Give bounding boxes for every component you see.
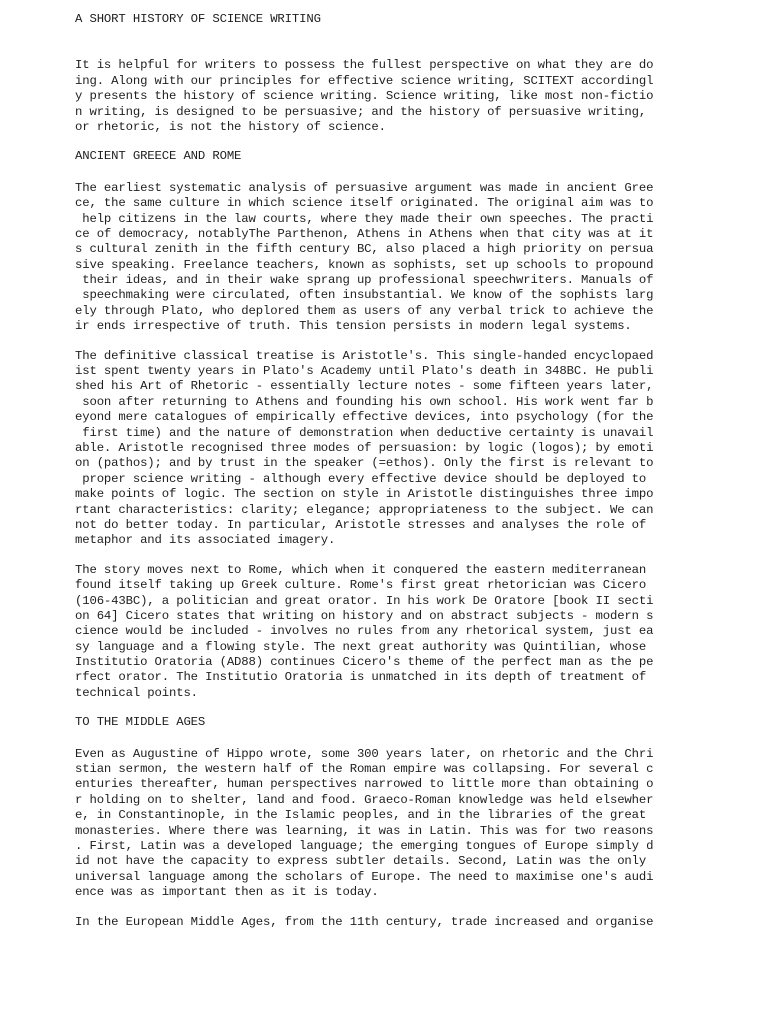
document-title: A SHORT HISTORY OF SCIENCE WRITING [75,12,321,26]
text-line: ist spent twenty years in Plato's Academy until Plato's death in 348BC. He publi [75,364,654,379]
text-line: ence was as important then as it is today. [75,885,379,900]
section-heading-ancient-greece-rome: ANCIENT GREECE AND ROME [75,149,242,164]
text-line: eyond mere catalogues of empirically effective devices, into psychology (for the [75,410,654,425]
text-line: first time) and the nature of demonstration when deductive certainty is unavail [75,425,654,440]
text-line: s cultural zenith in the fifth century BC, also placed a high priority on persua [75,242,654,257]
text-line: The earliest systematic analysis of persuasive argument was made in ancient Gree [75,180,654,195]
text-line: make points of logic. The section on style in Aristotle distinguishes three impo [75,487,654,502]
text-line: r holding on to shelter, land and food. Graeco-Roman knowledge was held elsewher [75,792,654,807]
text-line: able. Aristotle recognised three modes of persuasion: by logic (logos); by emoti [75,440,654,455]
text-line: ely through Plato, who deplored them as users of any verbal trick to achieve the [75,303,654,318]
text-line: speechmaking were circulated, often insubstantial. We know of the sophists larg [75,288,654,303]
text-line: It is helpful for writers to possess the fullest perspective on what they are do [75,58,654,73]
paragraph-aristotle [75,349,715,549]
text-line: (106-43BC), a politician and great orator. In his work De Oratore [book II secti [75,593,654,608]
text-line: their ideas, and in their wake sprang up professional speechwriters. Manuals of [75,273,654,288]
paragraph-earliest-analysis [75,181,715,335]
paragraph-intro [75,58,715,135]
text-line: proper science writing - although every effective device should be deployed to [75,471,647,486]
section-heading-middle-ages: TO THE MIDDLE AGES [75,715,206,730]
text-line: Even as Augustine of Hippo wrote, some 300 years later, on rhetoric and the Chri [75,746,654,761]
text-line: monasteries. Where there was learning, it was in Latin. This was for two reasons [75,823,654,838]
text-line: ce of democracy, notablyThe Parthenon, Athens in Athens when that city was at it [75,226,654,241]
paragraph-rome [75,563,715,702]
text-line: ir ends irrespective of truth. This tension persists in modern legal systems. [75,319,632,334]
text-line: Institutio Oratoria (AD88) continues Cicero's theme of the perfect man as the pe [75,655,654,670]
text-line: ing. Along with our principles for effective science writing, SCITEXT accordingl [75,73,654,88]
text-line: sive speaking. Freelance teachers, known as sophists, set up schools to propound [75,257,654,272]
text-line: The story moves next to Rome, which when it conquered the eastern mediterranean [75,562,647,577]
text-line: universal language among the scholars of Europe. The need to maximise one's audi [75,869,654,884]
paragraph-middle-ages [75,915,715,930]
text-line: n writing, is designed to be persuasive; and the history of persuasive writing, [75,104,647,119]
text-line: soon after returning to Athens and founding his own school. His work went far b [75,394,654,409]
text-line: on (pathos); and by trust in the speaker (=ethos). Only the first is relevant to [75,456,654,471]
text-line: e, in Constantinople, in the Islamic peoples, and in the libraries of the great [75,808,647,823]
text-line: In the European Middle Ages, from the 11th century, trade increased and organise [75,914,654,929]
text-line: sy language and a flowing style. The next great authority was Quintilian, whose [75,639,647,654]
text-line: y presents the history of science writing. Science writing, like most non-fictio [75,89,654,104]
text-line: cience would be included - involves no rules from any rhetorical system, just ea [75,624,654,639]
text-line: technical points. [75,685,198,700]
text-line: metaphor and its associated imagery. [75,533,336,548]
text-line: enturies thereafter, human perspectives narrowed to little more than obtaining o [75,777,654,792]
text-line: or rhetoric, is not the history of science. [75,119,386,134]
text-line: ce, the same culture in which science itself originated. The original aim was to [75,196,654,211]
paragraph-augustine [75,747,715,901]
text-line: stian sermon, the western half of the Roman empire was collapsing. For several c [75,762,654,777]
text-line: on 64] Cicero states that writing on history and on abstract subjects - modern s [75,608,654,623]
text-line: found itself taking up Greek culture. Rome's first great rhetorician was Cicero [75,578,647,593]
text-line: The definitive classical treatise is Aristotle's. This single-handed encyclopaed [75,348,654,363]
document-body [75,12,715,944]
text-line: not do better today. In particular, Aristotle stresses and analyses the role of [75,517,647,532]
text-line: shed his Art of Rhetoric - essentially lecture notes - some fifteen years later, [75,379,654,394]
text-line: . First, Latin was a developed language; the emerging tongues of Europe simply d [75,838,654,853]
text-line: rfect orator. The Institutio Oratoria is unmatched in its depth of treatment of [75,670,647,685]
text-line: id not have the capacity to express subtler details. Second, Latin was the only [75,854,647,869]
text-line: help citizens in the law courts, where they made their own speeches. The practi [75,211,654,226]
text-line: rtant characteristics: clarity; elegance; appropriateness to the subject. We can [75,502,654,517]
